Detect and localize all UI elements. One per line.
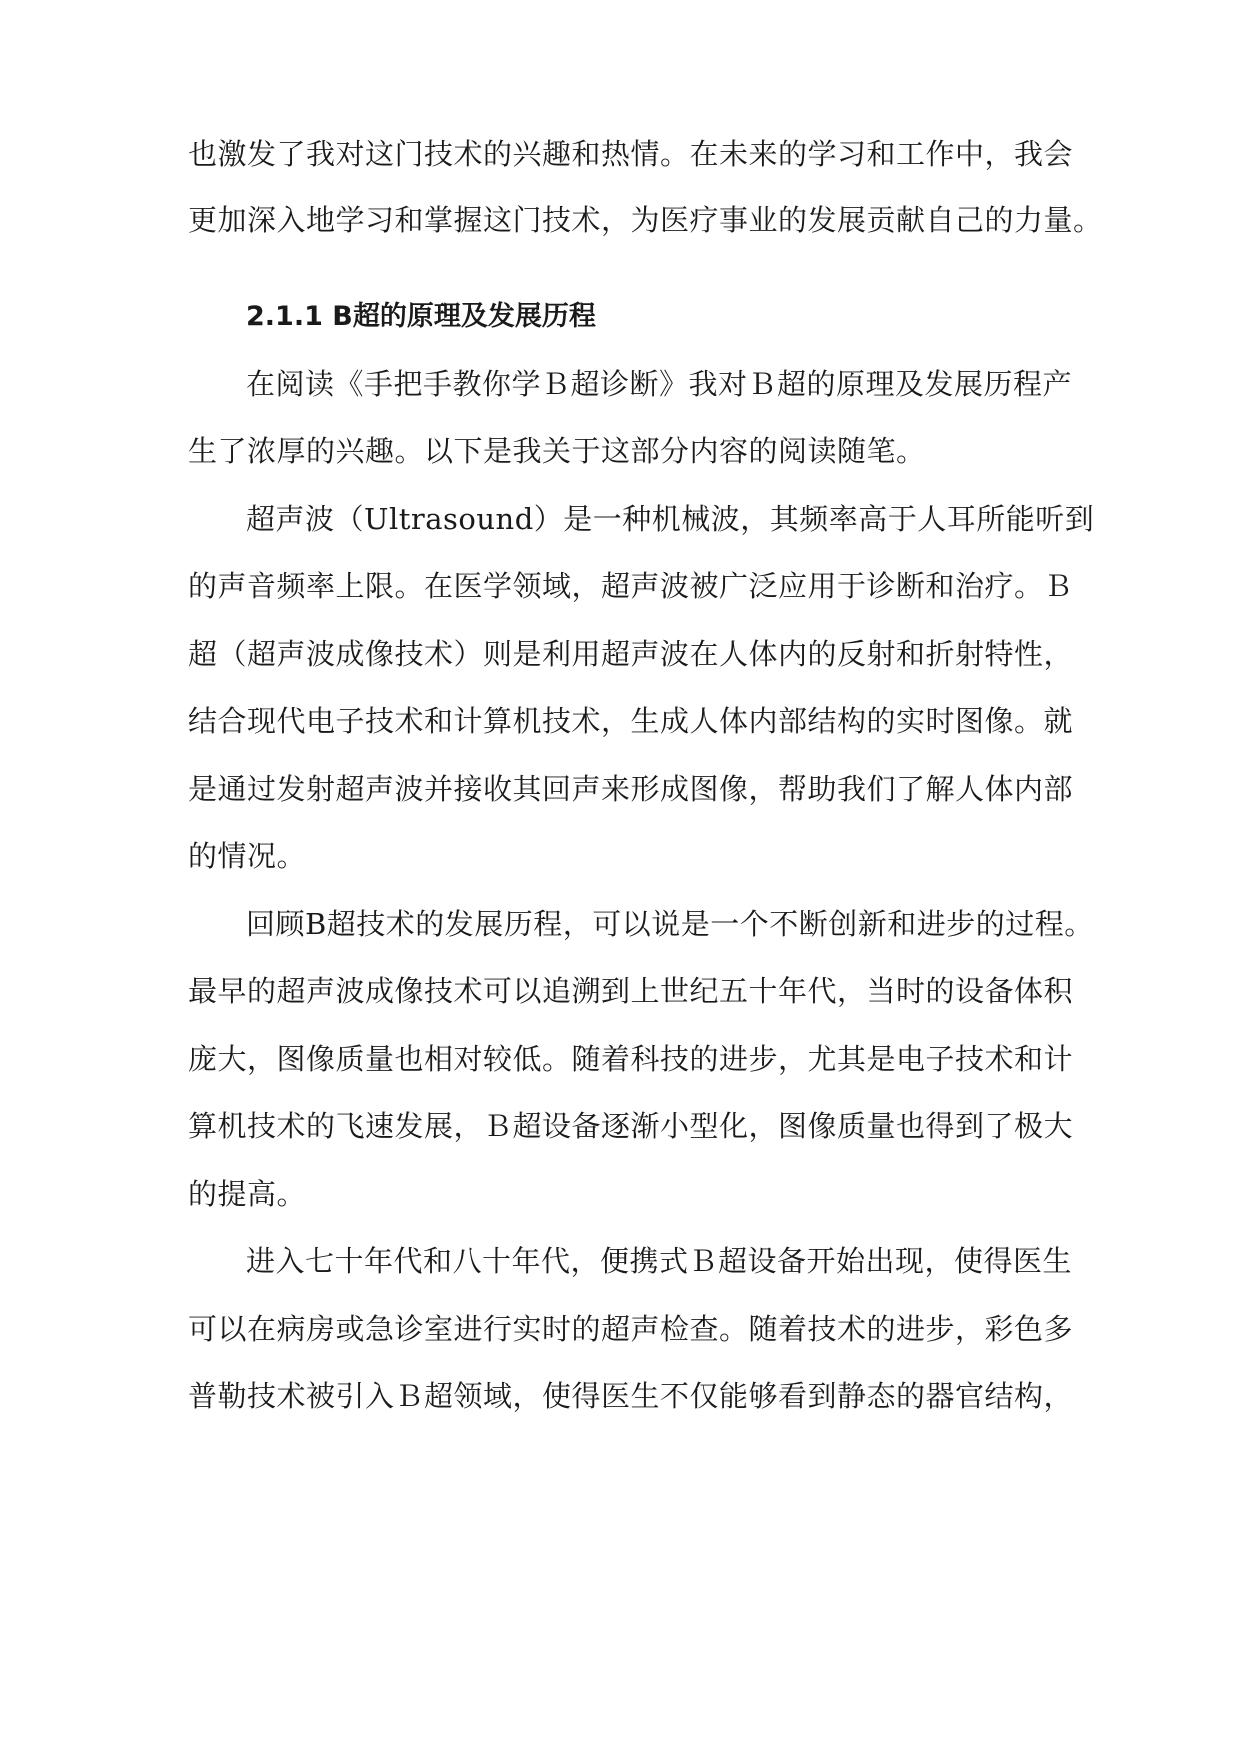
paragraph-line: 最早的超声波成像技术可以追溯到上世纪五十年代，当时的设备体积 xyxy=(188,974,1074,1008)
paragraph-line: 超（超声波成像技术）则是利用超声波在人体内的反射和折射特性， xyxy=(188,637,1074,671)
paragraph-line: 的提高。 xyxy=(188,1177,307,1211)
text-line: 更加深入地学习和掌握这门技术，为医疗事业的发展贡献自己的力量。 xyxy=(188,203,1103,237)
paragraph-line: 结合现代电子技术和计算机技术，生成人体内部结构的实时图像。就 xyxy=(188,704,1074,738)
paragraph-line: 超声波（Ultrasound）是一种机械波，其频率高于人耳所能听到 xyxy=(246,502,1095,536)
paragraph-line: 庞大，图像质量也相对较低。随着科技的进步，尤其是电子技术和计 xyxy=(188,1042,1074,1076)
paragraph-line: 进入七十年代和八十年代，便携式Ｂ超设备开始出现，使得医生 xyxy=(246,1244,1073,1278)
paragraph-line: 普勒技术被引入Ｂ超领域，使得医生不仅能够看到静态的器官结构， xyxy=(188,1379,1074,1413)
paragraph-line: 的情况。 xyxy=(188,839,307,873)
paragraph-line: 回顾B超技术的发展历程，可以说是一个不断创新和进步的过程。 xyxy=(246,907,1094,941)
paragraph-line: 的声音频率上限。在医学领域，超声波被广泛应用于诊断和治疗。Ｂ xyxy=(188,569,1074,603)
paragraph-line: 可以在病房或急诊室进行实时的超声检查。随着技术的进步，彩色多 xyxy=(188,1312,1074,1346)
text-line: 也激发了我对这门技术的兴趣和热情。在未来的学习和工作中，我会 xyxy=(188,137,1074,171)
paragraph-line: 算机技术的飞速发展，Ｂ超设备逐渐小型化，图像质量也得到了极大 xyxy=(188,1109,1074,1143)
paragraph-line: 生了浓厚的兴趣。以下是我关于这部分内容的阅读随笔。 xyxy=(188,434,926,468)
paragraph-line: 在阅读《手把手教你学Ｂ超诊断》我对Ｂ超的原理及发展历程产 xyxy=(246,367,1073,401)
section-heading: 2.1.1 B超的原理及发展历程 xyxy=(246,301,596,332)
paragraph-line: 是通过发射超声波并接收其回声来形成图像，帮助我们了解人体内部 xyxy=(188,772,1074,806)
